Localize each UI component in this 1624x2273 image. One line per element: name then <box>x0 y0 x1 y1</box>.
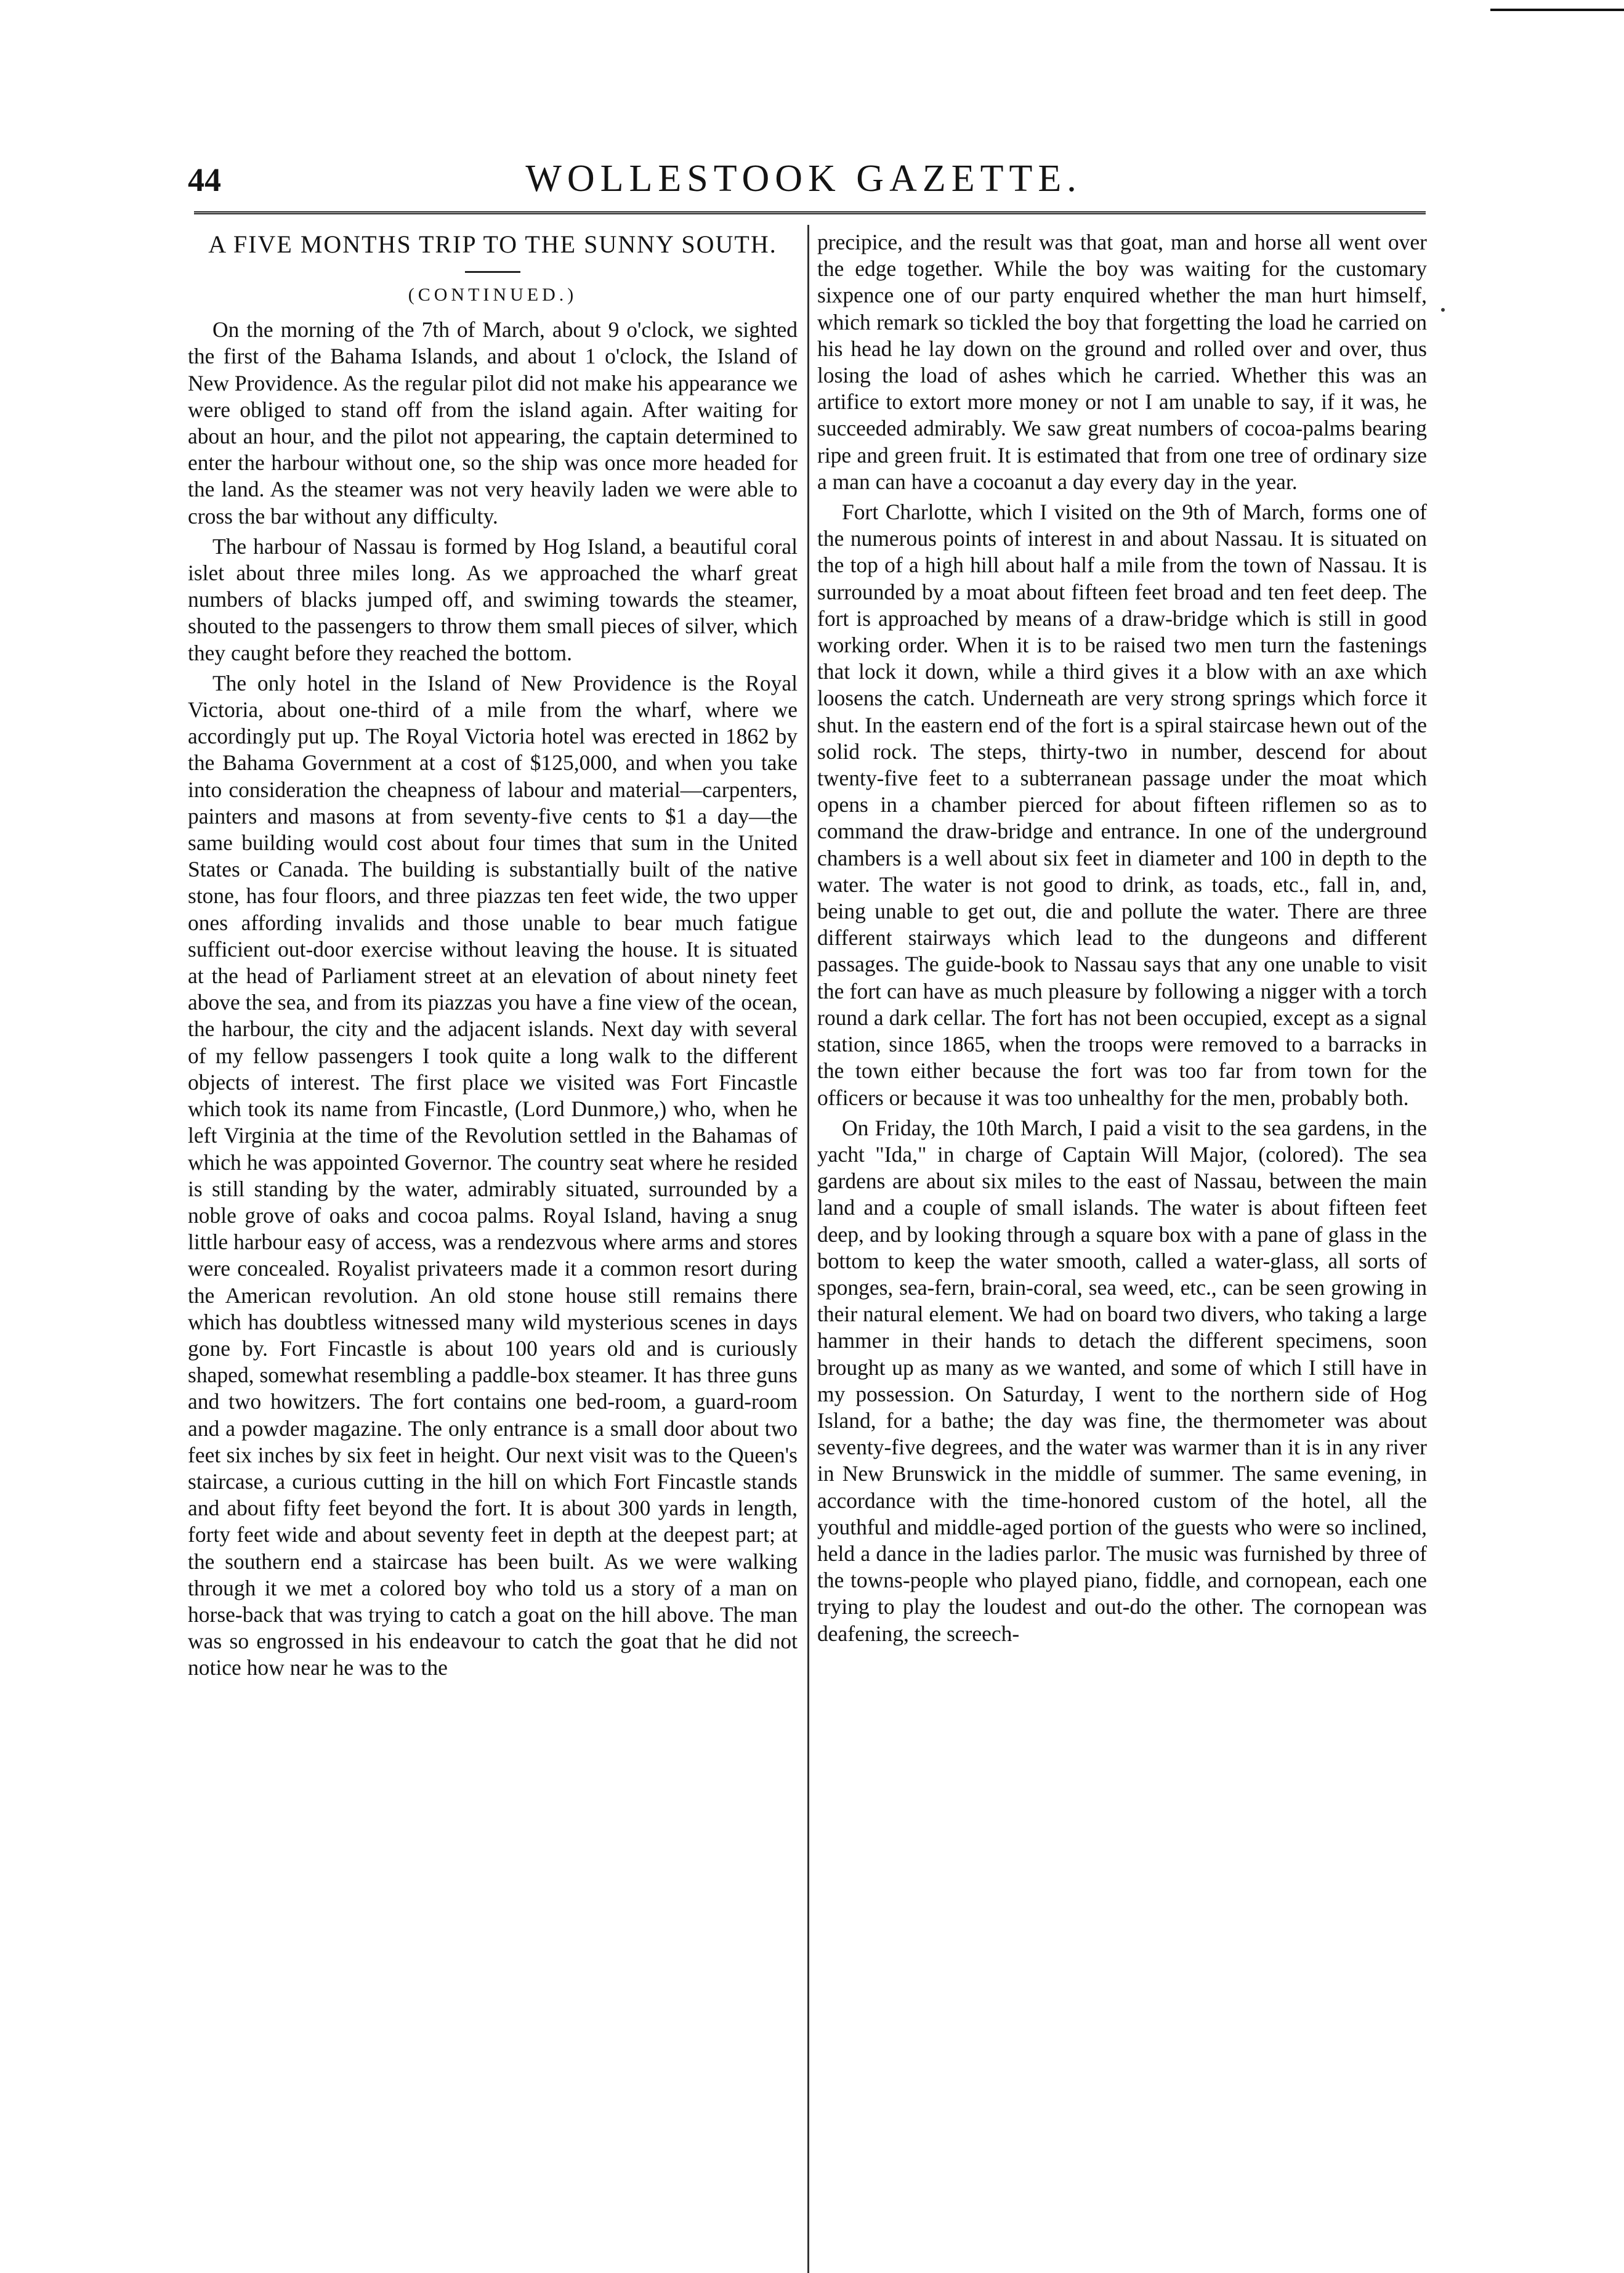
paragraph: On the morning of the 7th of March, about 9 o'clock, we sighted the first of the Bahama Islands, and about 1 o'clock, the Island of New Providence. As the regular pilot did not make his appearance we were obliged to stand off from the island again. After waiting for about an hour, and the pilot not appearing, the captain determined to enter the harbour without one, so the ship was once more headed for the land. As the steamer was not very heavily laden we were able to cross the bar without any difficulty. <box>188 317 798 529</box>
column-divider <box>807 225 809 2273</box>
left-column <box>188 229 798 2077</box>
paragraph: precipice, and the result was that goat, man and horse all went over the edge together. While the boy was waiting for the customary sixpence one of our party enquired whether the man hurt himself, which remark so tickled the boy that forgetting the load he carried on his head he lay down on the ground and rolled over and over, thus losing the load of ashes which he carried. Whether this was an artifice to extort more money or not I am unable to say, if it was, he succeeded admirably. We saw great numbers of cocoa-palms bearing ripe and green fruit. It is estimated that from one tree of ordinary size a man can have a cocoanut a day every day in the year. <box>817 230 1427 494</box>
print-speck <box>1441 308 1445 312</box>
paragraph: On Friday, the 10th March, I paid a visit to the sea gardens, in the yacht "Ida," in charge of Captain Will Major, (colored). The sea gardens are about six miles to the east of Nassau, between the main land and a couple of small islands. The water is about fifteen feet deep, and by looking through a square box with a pane of glass in the bottom to keep the water smooth, called a water-glass, all sorts of sponges, sea-fern, brain-coral, sea weed, etc., can be seen growing in their natural element. We had on board two divers, who taking a large hammer in their hands to detach the different specimens, soon brought up as many as we wanted, and some of which I still have in my possession. On Saturday, I went to the northern side of Hog Island, for a bathe; the day was fine, the thermometer was about seventy-five degrees, and the water was warmer than it is in any river in New Brunswick in the middle of summer. The same evening, in accordance with the time-honored custom of the hotel, all the youthful and middle-aged portion of the guests who were so inclined, held a dance in the ladies parlor. The music was furnished by three of the towns-people who played piano, fiddle, and cornopean, each one trying to play the loudest and out-do the other. The cornopean was deafening, the screech- <box>817 1115 1427 1646</box>
article-title: A FIVE MONTHS TRIP TO THE SUNNY SOUTH. <box>208 230 777 258</box>
top-edge-rule <box>1490 9 1624 11</box>
paragraph: The harbour of Nassau is formed by Hog Island, a beautiful coral islet about three miles long. As we approached the wharf great numbers of blacks jumped off, and swiming towards the steamer, shouted to the passengers to throw them small pieces of silver, which they caught before they reached the bottom. <box>188 533 798 665</box>
paragraph: Fort Charlotte, which I visited on the 9th of March, forms one of the numerous points of interest in and about Nassau. It is situated on the top of a high hill about half a mile from the town of Nassau. It is surrounded by a moat about fifteen feet broad and ten feet deep. The fort is approached by means of a draw-bridge which is still in good working order. When it is to be raised two men turn the fastenings that lock it down, while a third gives it a blow with an axe which loosens the catch. Underneath are very strong springs which force it shut. In the eastern end of the fort is a spiral staircase hewn out of the solid rock. The steps, thirty-two in number, descend for about twenty-five feet to a subterranean passage under the moat which opens in a chamber pierced for about fifteen riflemen so as to command the draw-bridge and entrance. In one of the underground chambers is a well about six feet in diameter and 100 in depth to the water. The water is not good to drink, as toads, etc., fall in, and, being unable to get out, die and pollute the water. There are three different stairways which lead to the dungeons and different passages. The guide-book to Nassau says that any one unable to visit the fort can have as much pleasure by following a nigger with a torch round a dark cellar. The fort has not been occupied, except as a signal station, since 1865, when the troops were removed to a barracks in the town either because the fort was too far from town for the officers or because it was too unhealthy for the men, probably both. <box>817 500 1427 1110</box>
publication-title: WOLLESTOOK GAZETTE. <box>525 158 1082 200</box>
page-number: 44 <box>188 161 221 198</box>
page-header <box>176 157 1432 206</box>
right-column <box>817 229 1427 2077</box>
header-rule <box>194 211 1426 214</box>
continued-label: (CONTINUED.) <box>408 285 578 305</box>
paragraph: The only hotel in the Island of New Providence is the Royal Victoria, about one-third of a mile from the wharf, where we accordingly put up. The Royal Victoria hotel was erected in 1862 by the Bahama Government at a cost of $125,000, and when you take into consideration the cheapness of labour and material—carpenters, painters and masons at from seventy-five cents to $1 a day—the same building would cost about four times that sum in the United States or Canada. The building is substantially built of the native stone, has four floors, and three piazzas ten feet wide, the two upper ones affording invalids and those unable to bear much fatigue sufficient out-door exercise without leaving the house. It is situated at the head of Parliament street at an elevation of about ninety feet above the sea, and from its piazzas you have a fine view of the ocean, the harbour, the city and the adjacent islands. Next day with several of my fellow passengers I took quite a long walk to the different objects of interest. The first place we visited was Fort Fincastle which took its name from Fincastle, (Lord Dunmore,) who, when he left Virginia at the time of the Revolution settled in the Bahamas of which he was appointed Governor. The country seat where he resided is still standing by the water, admirably situated, surrounded by a noble grove of oaks and cocoa palms. Royal Island, having a snug little harbour easy of access, was a rendezvous where arms and stores were concealed. Royalist privateers made it a common resort during the American revolution. An old stone house still remains there which has doubtless witnessed many wild mysterious scenes in days gone by. Fort Fincastle is about 100 years old and is curiously shaped, somewhat resembling a paddle-box steamer. It has three guns and two howitzers. The fort contains one bed-room, a guard-room and a powder magazine. The only entrance is a small door about two feet six inches by six feet in height. Our next visit was to the Queen's staircase, a curious cutting in the hill on which Fort Fincastle stands and about fifty feet beyond the fort. It is about 300 yards in length, forty feet wide and about seventy feet in depth at the deepest part; at the southern end a staircase has been built. As we were walking through it we met a colored boy who told us a story of a man on horse-back that was trying to catch a goat on the hill above. The man was so engrossed in his endeavour to catch the goat that he did not notice how near he was to the <box>188 670 798 1680</box>
title-divider <box>465 271 520 273</box>
